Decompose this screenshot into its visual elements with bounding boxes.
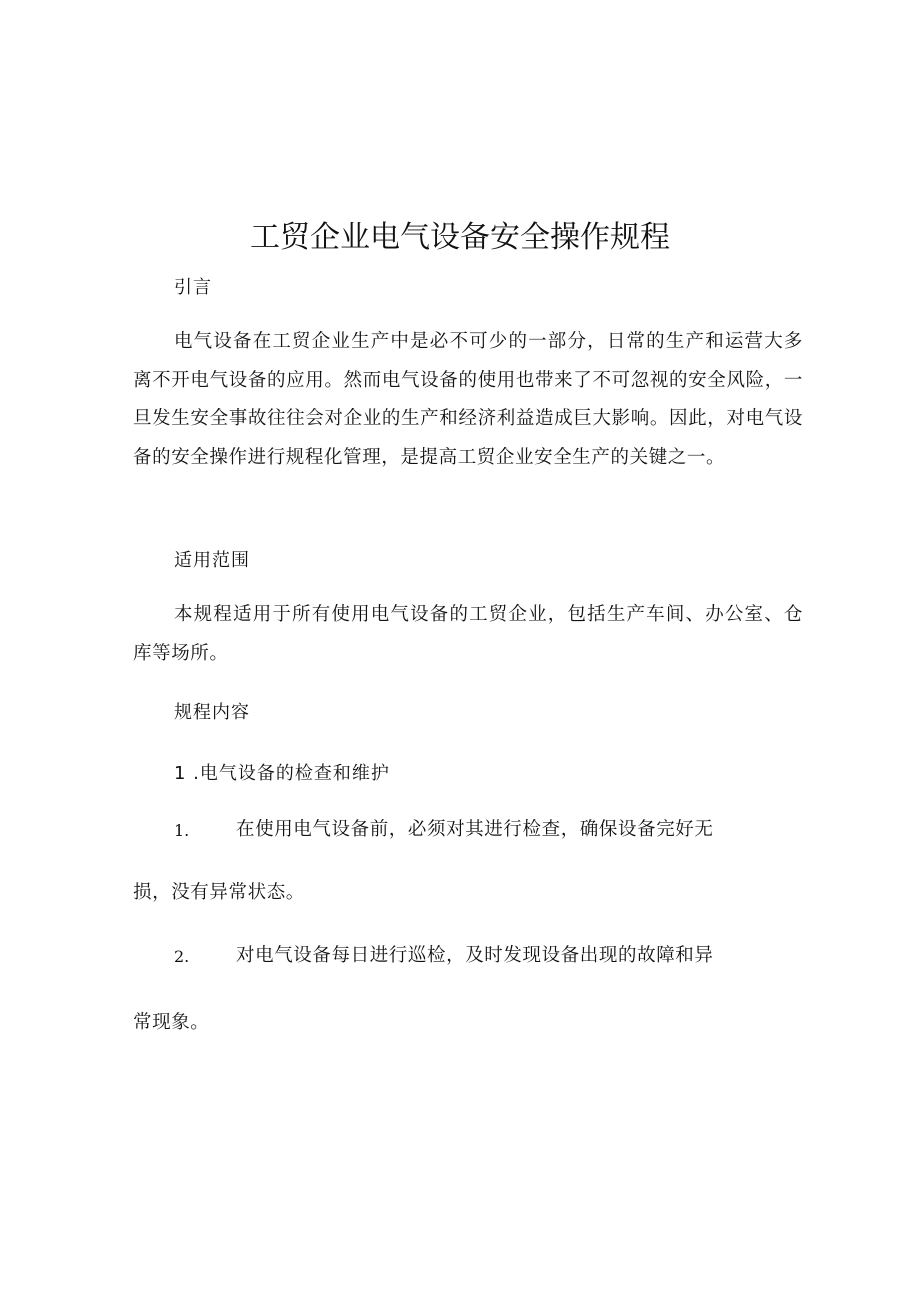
scope-paragraph: 本规程适用于所有使用电气设备的工贸企业，包括生产车间、办公室、仓库等场所。 (133, 604, 803, 664)
document-title: 工贸企业电气设备安全操作规程 (250, 220, 670, 255)
list-item-continuation: 损，没有异常状态。 (133, 882, 305, 903)
list-item-text: 对电气设备每日进行巡检，及时发现设备出现的故障和异 (236, 945, 714, 966)
subsection-heading: 1 .电气设备的检查和维护 (174, 763, 390, 784)
section-heading-content: 规程内容 (174, 702, 250, 723)
list-item-continuation: 常现象。 (133, 1012, 210, 1033)
list-item-text: 在使用电气设备前，必须对其进行检查，确保设备完好无 (236, 819, 714, 840)
intro-paragraph: 电气设备在工贸企业生产中是必不可少的一部分，日常的生产和运营大多离不开电气设备的应用。然而电气设备的使用也带来了不可忽视的安全风险，一旦发生安全事故往往会对企业的生产和经济利益造成巨大影响。因此，对电气设备的安全操作进行规程化管理，是提高工贸企业安全生产的关键之一。 (133, 331, 803, 468)
list-item-number: 1. (174, 821, 190, 840)
section-heading-intro: 引言 (174, 277, 212, 298)
list-item-number: 2. (174, 947, 190, 966)
section-heading-scope: 适用范围 (174, 550, 250, 571)
